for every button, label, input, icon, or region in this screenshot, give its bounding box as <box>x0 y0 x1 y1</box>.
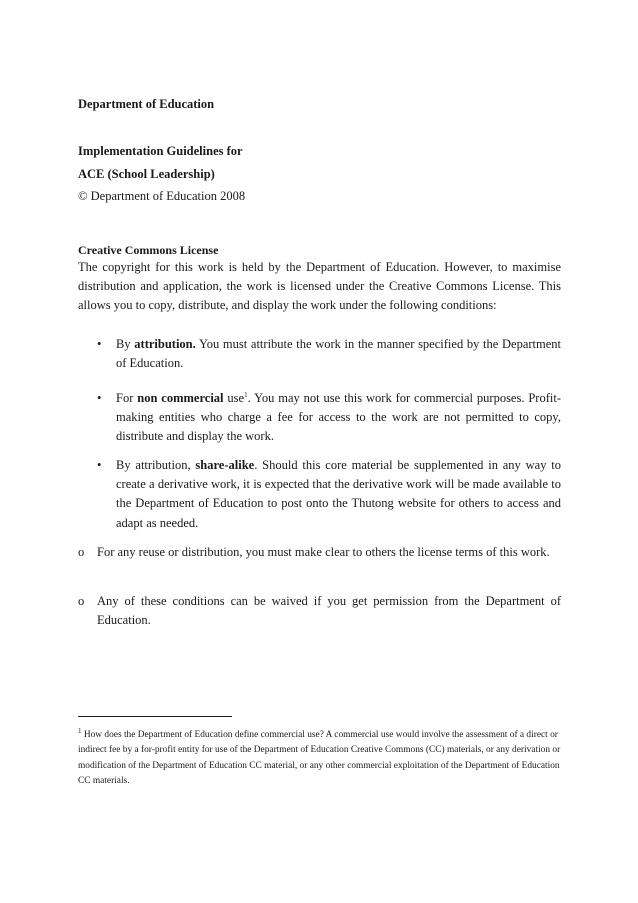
bullet-term: share-alike <box>195 458 255 472</box>
bullet-rest-text: You must attribute the work in the manner specified by the Department of Education. <box>116 337 561 371</box>
bullet-item-attribution <box>116 335 561 373</box>
circle-item-waiver: Any of these conditions can be waived if you get permission from the Department of Education. <box>97 594 561 628</box>
bullet-marker: • <box>97 337 102 351</box>
bullet-marker: • <box>97 391 102 405</box>
bullet-lead-text: By attribution, <box>116 458 196 472</box>
bullet-lead-text: By <box>116 337 135 351</box>
footnote-reference[interactable]: 1 <box>244 390 248 399</box>
license-intro-paragraph: The copyright for this work is held by the Department of Education. However, to maximise distribution and application, the work is licensed under the Creative Commons License. This allows you to copy, distribute, and display the work under the following conditions: <box>78 260 561 313</box>
title-line-1: Implementation Guidelines for <box>78 144 243 158</box>
footnote-text: How does the Department of Education define commercial use? A commercial use would involve the assessment of a direct or indirect fee by a for-profit entity for use of the Department of Education Creative Commons (CC) materials, or any derivation or modification of the Department of Education CC material, or any other commercial exploitation of the Department of Education CC materials. <box>78 730 561 786</box>
license-heading: Creative Commons License <box>78 243 219 257</box>
footnote-marker: 1 <box>78 726 82 735</box>
department-heading: Department of Education <box>78 97 215 111</box>
circle-item-reuse: For any reuse or distribution, you must make clear to others the license terms of this work. <box>97 545 550 559</box>
bullet-rest-text: . You may not use this work for commercial purposes. Profit-making entities who charge a fee for access to the work are not permitted to copy, distribute and display the work. <box>116 391 561 444</box>
footnote <box>78 728 563 789</box>
bullet-rest-text: . Should this core material be supplemented in any way to create a derivative work, it is expected that the derivative work will be made available to the Department of Education to post onto the Thutong website for others to access and adapt as needed. <box>116 458 561 530</box>
bullet-lead-text: For <box>116 391 138 405</box>
copyright-line: © Department of Education 2008 <box>78 189 246 203</box>
circle-marker: o <box>78 545 85 559</box>
bullet-marker: • <box>97 458 102 472</box>
bullet-term: non commercial <box>137 391 224 405</box>
circle-marker: o <box>78 594 85 608</box>
title-line-2: ACE (School Leadership) <box>78 167 215 181</box>
bullet-item-share-alike <box>116 456 561 533</box>
footnote-separator <box>78 716 232 717</box>
bullet-term: attribution. <box>134 337 196 351</box>
bullet-item-non-commercial <box>116 389 561 447</box>
bullet-mid-text: use <box>223 391 245 405</box>
